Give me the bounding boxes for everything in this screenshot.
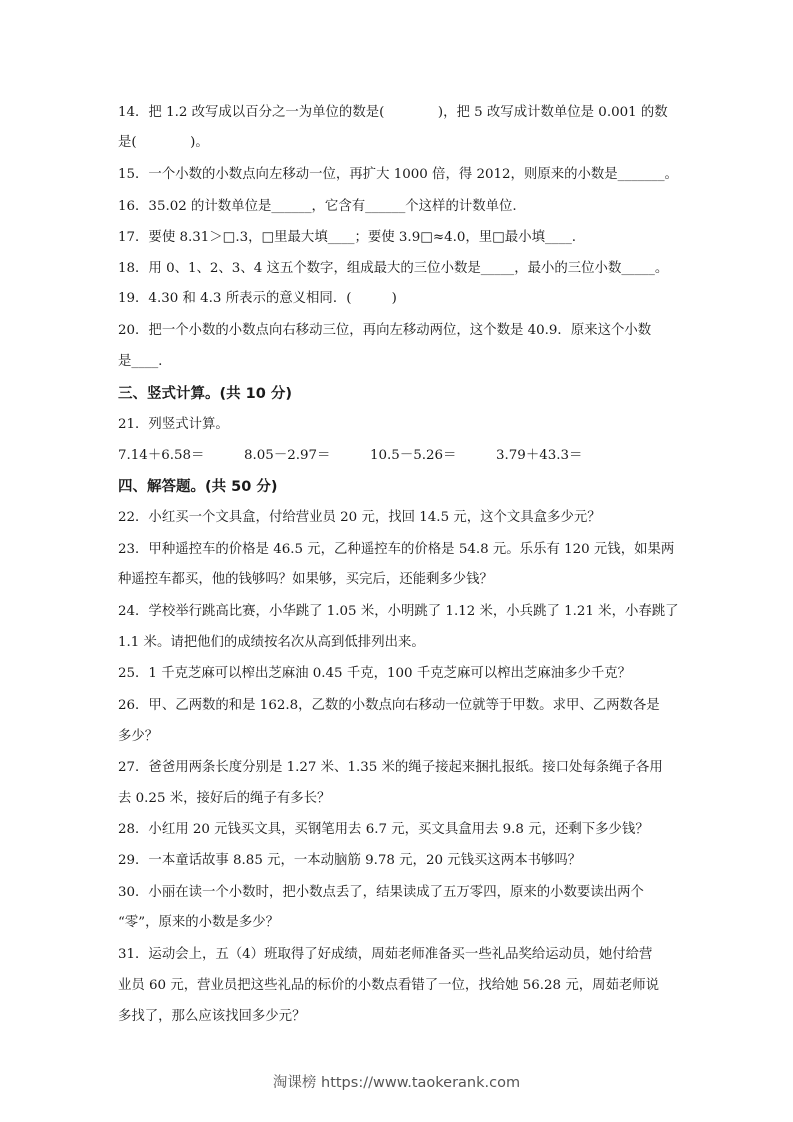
- question-26-line-2: 多少？: [118, 729, 159, 744]
- question-31-line-2: 业员 60 元，营业员把这些礼品的标价的小数点看错了一位，找给她 56.28 元，周茹老师说: [118, 978, 660, 993]
- question-25: 25．1 千克芝麻可以榨出芝麻油 0.45 千克，100 千克芝麻可以榨出芝麻油多少千克？: [118, 666, 632, 681]
- question-23-line-1: 23．甲种遥控车的价格是 46.5 元，乙种遥控车的价格是 54.8 元。乐乐有 120 元钱，如果两: [118, 542, 675, 557]
- question-30-line-2: “零”，原来的小数是多少？: [118, 915, 279, 930]
- question-27-line-2: 去 0.25 米，接好后的绳子有多长？: [118, 791, 331, 806]
- calc-item-3: 10.5－5.26＝: [370, 448, 457, 463]
- question-31-line-1: 31．运动会上，五（4）班取得了好成绩，周茹老师准备买一些礼品奖给运动员，她付给营: [118, 947, 653, 962]
- question-22: 22．小红买一个文具盒，付给营业员 20 元，找回 14.5 元，这个文具盒多少元？: [118, 510, 601, 525]
- calc-item-2: 8.05－2.97＝: [244, 448, 331, 463]
- question-24-line-1: 24．学校举行跳高比赛，小华跳了 1.05 米，小明跳了 1.12 米，小兵跳了 1.21 米，小春跳了: [118, 604, 679, 619]
- question-27-line-1: 27．爸爸用两条长度分别是 1.27 米、1.35 米的绳子接起来捆扎报纸。接口处每条绳子各用: [118, 760, 663, 775]
- question-19: 19．4.30 和 4.3 所表示的意义相同．( ): [118, 291, 397, 306]
- question-16: 16．35.02 的计数单位是______，它含有______个这样的计数单位.: [118, 199, 517, 214]
- question-18: 18．用 0、1、2、3、4 这五个数字，组成最大的三位小数是_____，最小的三位小数_____。: [118, 261, 669, 276]
- question-15: 15．一个小数的小数点向左移动一位，再扩大 1000 倍，得 2012，则原来的小数是_______。: [118, 167, 678, 182]
- question-14-line-2: 是( )。: [118, 135, 209, 150]
- calc-item-1: 7.14＋6.58＝: [118, 448, 205, 463]
- section-4-title: 四、解答题。(共 50 分): [118, 479, 278, 495]
- question-26-line-1: 26．甲、乙两数的和是 162.8，乙数的小数点向右移动一位就等于甲数。求甲、乙两数各是: [118, 698, 660, 713]
- question-30-line-1: 30．小丽在读一个小数时，把小数点丢了，结果读成了五万零四，原来的小数要读出两个: [118, 885, 644, 900]
- question-31-line-3: 多找了，那么应该找回多少元？: [118, 1009, 306, 1024]
- section-3-title: 三、竖式计算。(共 10 分): [118, 386, 293, 402]
- question-28: 28．小红用 20 元钱买文具，买钢笔用去 6.7 元，买文具盒用去 9.8 元，还剩下多少钱？: [118, 822, 649, 837]
- question-24-line-2: 1.1 米。请把他们的成绩按名次从高到低排列出来。: [118, 635, 425, 650]
- question-14-line-1: 14．把 1.2 改写成以百分之一为单位的数是( )，把 5 改写成计数单位是 0.001 的数: [118, 105, 668, 120]
- question-21: 21．列竖式计算。: [118, 417, 229, 432]
- footer-watermark: 淘课榜 https://www.taokerank.com: [272, 1075, 521, 1091]
- calc-item-4: 3.79＋43.3＝: [496, 448, 583, 463]
- question-17: 17．要使 8.31＞□.3，□里最大填____；要使 3.9□≈4.0，里□最小填____.: [118, 230, 577, 245]
- question-29: 29．一本童话故事 8.85 元，一本动脑筋 9.78 元，20 元钱买这两本书够吗？: [118, 853, 582, 868]
- question-20-line-2: 是____.: [118, 354, 163, 369]
- question-20-line-1: 20．把一个小数的小数点向右移动三位，再向左移动两位，这个数是 40.9．原来这个小数: [118, 323, 652, 338]
- question-23-line-2: 种遥控车都买，他的钱够吗？如果够，买完后，还能剩多少钱？: [118, 572, 493, 587]
